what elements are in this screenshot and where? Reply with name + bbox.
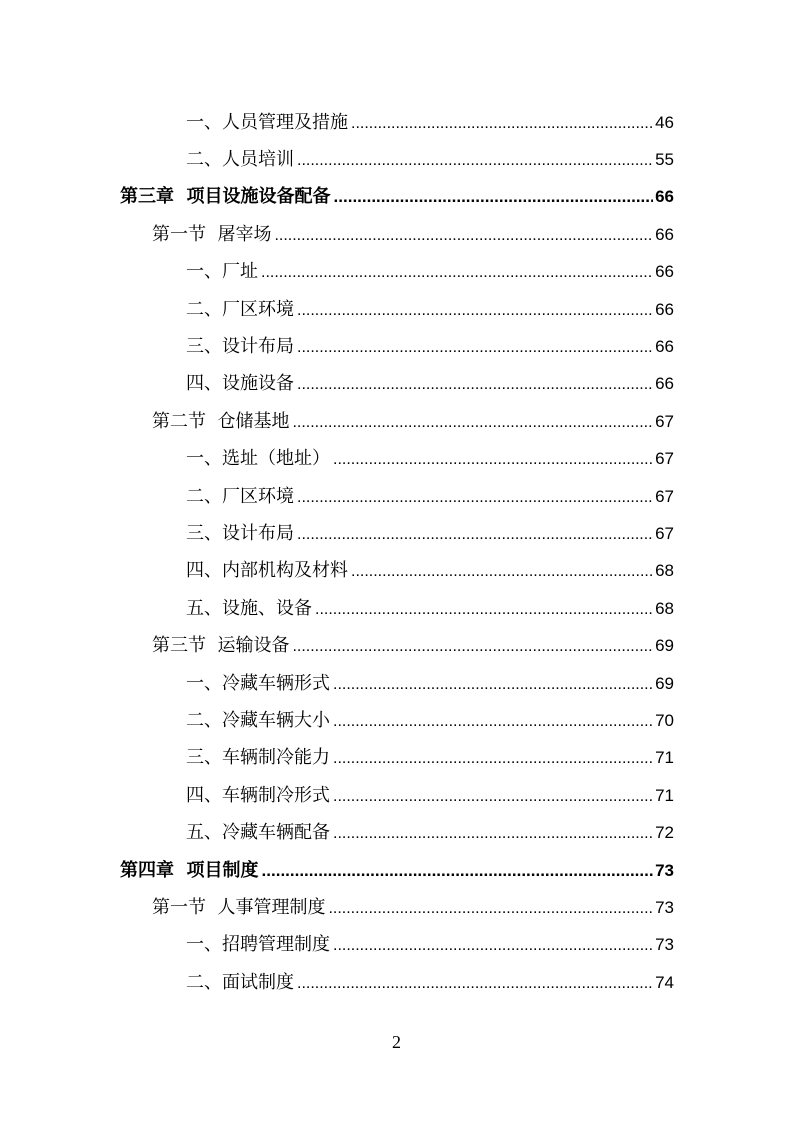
dot-leader [297, 975, 653, 993]
toc-entry-title: 第一节 人事管理制度 [152, 896, 326, 918]
toc-entry-page-number: 66 [655, 374, 674, 394]
toc-entry-section[interactable] [0, 214, 793, 251]
dot-leader [334, 187, 654, 207]
toc-entry-title: 一、厂址 [186, 261, 258, 283]
toc-entry-page-number: 67 [655, 523, 674, 543]
toc-entry-title: 四、车辆制冷形式 [186, 784, 330, 806]
toc-entry-title: 一、人员管理及措施 [186, 111, 348, 133]
toc-entry-item[interactable] [0, 551, 793, 588]
dot-leader [297, 489, 653, 507]
dot-leader [333, 750, 653, 768]
toc-entry-title: 五、设施、设备 [186, 597, 312, 619]
dot-leader [351, 563, 653, 581]
toc-entry-row [152, 220, 674, 246]
dot-leader [262, 861, 654, 881]
dot-leader [261, 264, 653, 282]
dot-leader [297, 302, 653, 320]
toc-entry-title: 第四章 项目制度 [120, 859, 259, 881]
toc-entry-title: 第二节 仓储基地 [152, 410, 290, 432]
toc-entry-item[interactable] [0, 289, 793, 326]
toc-entry-item[interactable] [0, 476, 793, 513]
toc-entry-page-number: 74 [655, 972, 674, 992]
dot-leader [333, 451, 653, 469]
toc-entry-page-number: 73 [655, 897, 674, 917]
toc-entry-item[interactable] [0, 102, 793, 139]
toc-entry-title: 四、内部机构及材料 [186, 560, 348, 582]
toc-entry-page-number: 73 [655, 860, 674, 880]
toc-entry-title: 二、面试制度 [186, 971, 294, 993]
toc-entry-item[interactable] [0, 738, 793, 775]
dot-leader [333, 676, 653, 694]
table-of-contents [0, 102, 793, 999]
toc-entry-title: 第一节 屠宰场 [152, 223, 272, 245]
toc-entry-row [186, 444, 674, 470]
toc-entry-item[interactable] [0, 775, 793, 812]
toc-entry-row [186, 706, 674, 732]
toc-entry-chapter[interactable] [0, 177, 793, 214]
toc-entry-row [186, 669, 674, 695]
toc-entry-item[interactable] [0, 700, 793, 737]
toc-entry-title: 第三章 项目设施设备配备 [120, 186, 331, 208]
toc-entry-page-number: 68 [655, 561, 674, 581]
toc-entry-section[interactable] [0, 887, 793, 924]
toc-entry-page-number: 71 [655, 748, 674, 768]
toc-entry-row [186, 594, 674, 620]
dot-leader [297, 526, 653, 544]
toc-entry-item[interactable] [0, 925, 793, 962]
toc-entry-item[interactable] [0, 588, 793, 625]
toc-entry-section[interactable] [0, 401, 793, 438]
toc-entry-row [186, 257, 674, 283]
toc-entry-title: 四、设施设备 [186, 373, 294, 395]
toc-entry-item[interactable] [0, 439, 793, 476]
toc-entry-title: 一、冷藏车辆形式 [186, 672, 330, 694]
toc-entry-row [152, 631, 674, 657]
dot-leader [333, 713, 653, 731]
toc-entry-item[interactable] [0, 139, 793, 176]
toc-entry-row [186, 145, 674, 171]
toc-entry-row [152, 407, 674, 433]
dot-leader [297, 339, 653, 357]
toc-entry-page-number: 68 [655, 598, 674, 618]
toc-entry-page-number: 66 [655, 262, 674, 282]
dot-leader [333, 937, 653, 955]
toc-entry-chapter[interactable] [0, 850, 793, 887]
toc-entry-page-number: 73 [655, 935, 674, 955]
toc-entry-title: 一、选址（地址） [186, 448, 330, 470]
toc-entry-item[interactable] [0, 252, 793, 289]
toc-entry-row [186, 556, 674, 582]
toc-entry-row [186, 295, 674, 321]
toc-entry-title: 二、厂区环境 [186, 485, 294, 507]
dot-leader [351, 115, 653, 133]
dot-leader [297, 376, 653, 394]
dot-leader [315, 601, 653, 619]
toc-entry-page-number: 46 [655, 112, 674, 132]
toc-entry-title: 二、冷藏车辆大小 [186, 709, 330, 731]
toc-entry-row [186, 818, 674, 844]
toc-entry-title: 二、人员培训 [186, 149, 294, 171]
toc-entry-item[interactable] [0, 962, 793, 999]
toc-entry-page-number: 66 [655, 299, 674, 319]
toc-entry-row [186, 781, 674, 807]
dot-leader [297, 152, 653, 170]
toc-entry-page-number: 67 [655, 449, 674, 469]
toc-entry-title: 三、设计布局 [186, 336, 294, 358]
toc-entry-page-number: 66 [655, 187, 674, 207]
dot-leader [333, 788, 653, 806]
toc-entry-item[interactable] [0, 513, 793, 550]
toc-entry-title: 二、厂区环境 [186, 298, 294, 320]
toc-entry-title: 三、设计布局 [186, 522, 294, 544]
toc-entry-page-number: 66 [655, 337, 674, 357]
dot-leader [333, 825, 653, 843]
dot-leader [328, 900, 653, 918]
toc-entry-page-number: 66 [655, 224, 674, 244]
toc-entry-page-number: 71 [655, 785, 674, 805]
toc-entry-page-number: 69 [655, 673, 674, 693]
toc-entry-page-number: 67 [655, 411, 674, 431]
toc-entry-row [186, 369, 674, 395]
dot-leader [292, 414, 653, 432]
toc-entry-row [120, 856, 674, 882]
toc-entry-item[interactable] [0, 364, 793, 401]
page-number: 2 [392, 1032, 401, 1052]
toc-entry-page-number: 67 [655, 486, 674, 506]
toc-entry-title: 第三节 运输设备 [152, 635, 290, 657]
dot-leader [292, 638, 653, 656]
toc-entry-page-number: 70 [655, 710, 674, 730]
toc-entry-row [186, 332, 674, 358]
toc-entry-item[interactable] [0, 663, 793, 700]
toc-entry-title: 三、车辆制冷能力 [186, 747, 330, 769]
toc-entry-item[interactable] [0, 326, 793, 363]
dot-leader [274, 227, 653, 245]
toc-entry-row [186, 108, 674, 134]
toc-entry-page-number: 55 [655, 150, 674, 170]
toc-entry-row [120, 182, 674, 208]
toc-entry-title: 五、冷藏车辆配备 [186, 822, 330, 844]
toc-entry-row [186, 482, 674, 508]
toc-entry-title: 一、招聘管理制度 [186, 934, 330, 956]
toc-entry-page-number: 69 [655, 636, 674, 656]
toc-entry-row [152, 893, 674, 919]
toc-entry-row [186, 968, 674, 994]
toc-entry-item[interactable] [0, 812, 793, 849]
toc-entry-row [186, 930, 674, 956]
toc-entry-row [186, 743, 674, 769]
toc-entry-section[interactable] [0, 625, 793, 662]
toc-entry-page-number: 72 [655, 823, 674, 843]
toc-entry-row [186, 519, 674, 545]
